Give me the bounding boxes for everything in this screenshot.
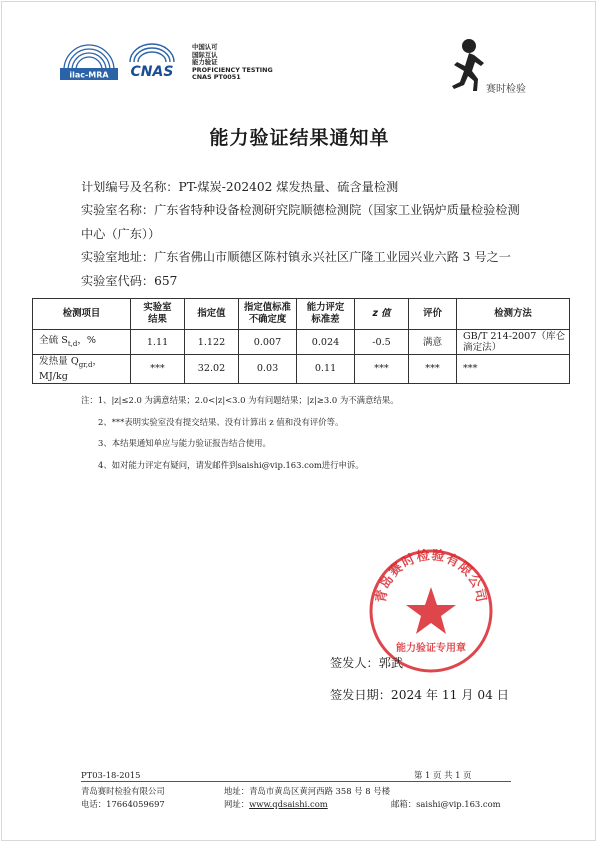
footer-website	[224, 799, 328, 809]
footer-address: 地址：青岛市黄岛区黄河西路 358 号 8 号楼	[224, 786, 390, 796]
cell-sd: 0.11	[297, 355, 355, 384]
lab-code-line: 实验室代码：657	[81, 273, 178, 288]
page-number: 第 1 页 共 1 页	[414, 770, 472, 780]
cell-result: 1.11	[131, 330, 185, 355]
cnas-line: 国际互认	[192, 50, 218, 59]
doc-code: PT03-18-2015	[81, 770, 141, 780]
cell-assigned: 32.02	[185, 355, 239, 384]
cell-assigned: 1.122	[185, 330, 239, 355]
address-line: 实验室地址：广东省佛山市顺德区陈村镇永兴社区广隆工业园兴业六路 3 号之一	[81, 250, 511, 265]
lab-name-line-2: 中心（广东））	[81, 226, 161, 241]
cell-evaluation: ***	[409, 355, 457, 384]
cnas-line: PROFICIENCY TESTING	[192, 65, 273, 74]
lab-info	[81, 176, 520, 293]
footer-email: 邮箱：saishi@vip.163.com	[391, 799, 501, 809]
cnas-line: CNAS PT0051	[192, 73, 241, 82]
page-title: 能力验证结果通知单	[209, 127, 390, 149]
cell-item: 发热量 $Q_{gr,d}$，MJ/kg	[33, 355, 131, 384]
cnas-label: CNAS	[130, 64, 174, 80]
lab-logo-name: 赛时检验	[486, 84, 526, 95]
col-header-result: 实验室 结果	[131, 299, 185, 330]
col-header-evaluation: 评价	[409, 299, 457, 330]
note-item: 注：1、|z|≤2.0 为满意结果；2.0<|z|<3.0 为有问题结果；|z|≥3.0 为不满意结果。	[81, 395, 399, 405]
star-icon	[406, 587, 456, 634]
col-header-sd: 能力评定 标准差	[297, 299, 355, 330]
cell-uncertainty: 0.007	[239, 330, 297, 355]
seal-center-text: 能力验证专用章	[396, 643, 466, 654]
col-header-method: 检测方法	[457, 299, 570, 330]
lab-name-line-1: 实验室名称：广东省特种设备检测研究院顺德检测院（国家工业锅炉质量检验检测	[81, 203, 520, 218]
issue-date-line: 签发日期：2024 年 11 月 04 日	[330, 688, 509, 702]
col-header-uncertainty: 指定值标准 不确定度	[239, 299, 297, 330]
cell-result: ***	[131, 355, 185, 384]
note-item: 2、***表明实验室没有提交结果、没有计算出 z 值和没有评价等。	[98, 416, 344, 427]
cell-evaluation: 满意	[409, 330, 457, 355]
note-item: 4、如对能力评定有疑问，请发邮件到saishi@vip.163.com进行申诉。	[98, 459, 364, 470]
ilac-mra-logo	[58, 40, 120, 88]
col-header-assigned: 指定值	[185, 299, 239, 330]
cnas-logo	[122, 40, 182, 88]
cell-uncertainty: 0.03	[239, 355, 297, 384]
cnas-line: 能力验证	[192, 58, 218, 67]
footer-phone: 电话：17664059697	[81, 799, 165, 809]
seal-ring-text: 青岛赛时检验有限公司	[373, 548, 489, 605]
footer-divider	[81, 781, 511, 782]
issuer-line: 签发人：郭武	[330, 656, 404, 670]
cnas-line: 中国认可	[192, 43, 218, 51]
cell-method: ***	[457, 355, 570, 384]
cell-item: 全硫 $S_{t,d}$，%	[33, 330, 131, 355]
plan-line: 计划编号及名称：PT-煤炭-202402 煤发热量、硫含量检测	[81, 180, 399, 194]
results-table	[32, 298, 570, 384]
note-item: 3、本结果通知单应与能力验证报告结合使用。	[98, 438, 271, 449]
col-header-item: 检测项目	[33, 299, 131, 330]
notes	[81, 390, 551, 476]
cell-sd: 0.024	[297, 330, 355, 355]
website-link[interactable]: www.qdsaishi.com	[249, 799, 328, 809]
col-header-z: z 值	[355, 299, 409, 330]
table-header-row	[33, 299, 570, 330]
cell-method: GB/T 214-2007（库仑滴定法）	[457, 330, 570, 355]
ilac-mra-label: ilac-MRA	[69, 70, 109, 80]
website-label: 网址：	[224, 799, 250, 809]
cell-z: ***	[355, 355, 409, 384]
table-row	[33, 355, 570, 384]
cnas-accreditation-text	[192, 44, 273, 82]
table-row	[33, 330, 570, 355]
footer-company: 青岛赛时检验有限公司	[81, 786, 165, 796]
cell-z: -0.5	[355, 330, 409, 355]
